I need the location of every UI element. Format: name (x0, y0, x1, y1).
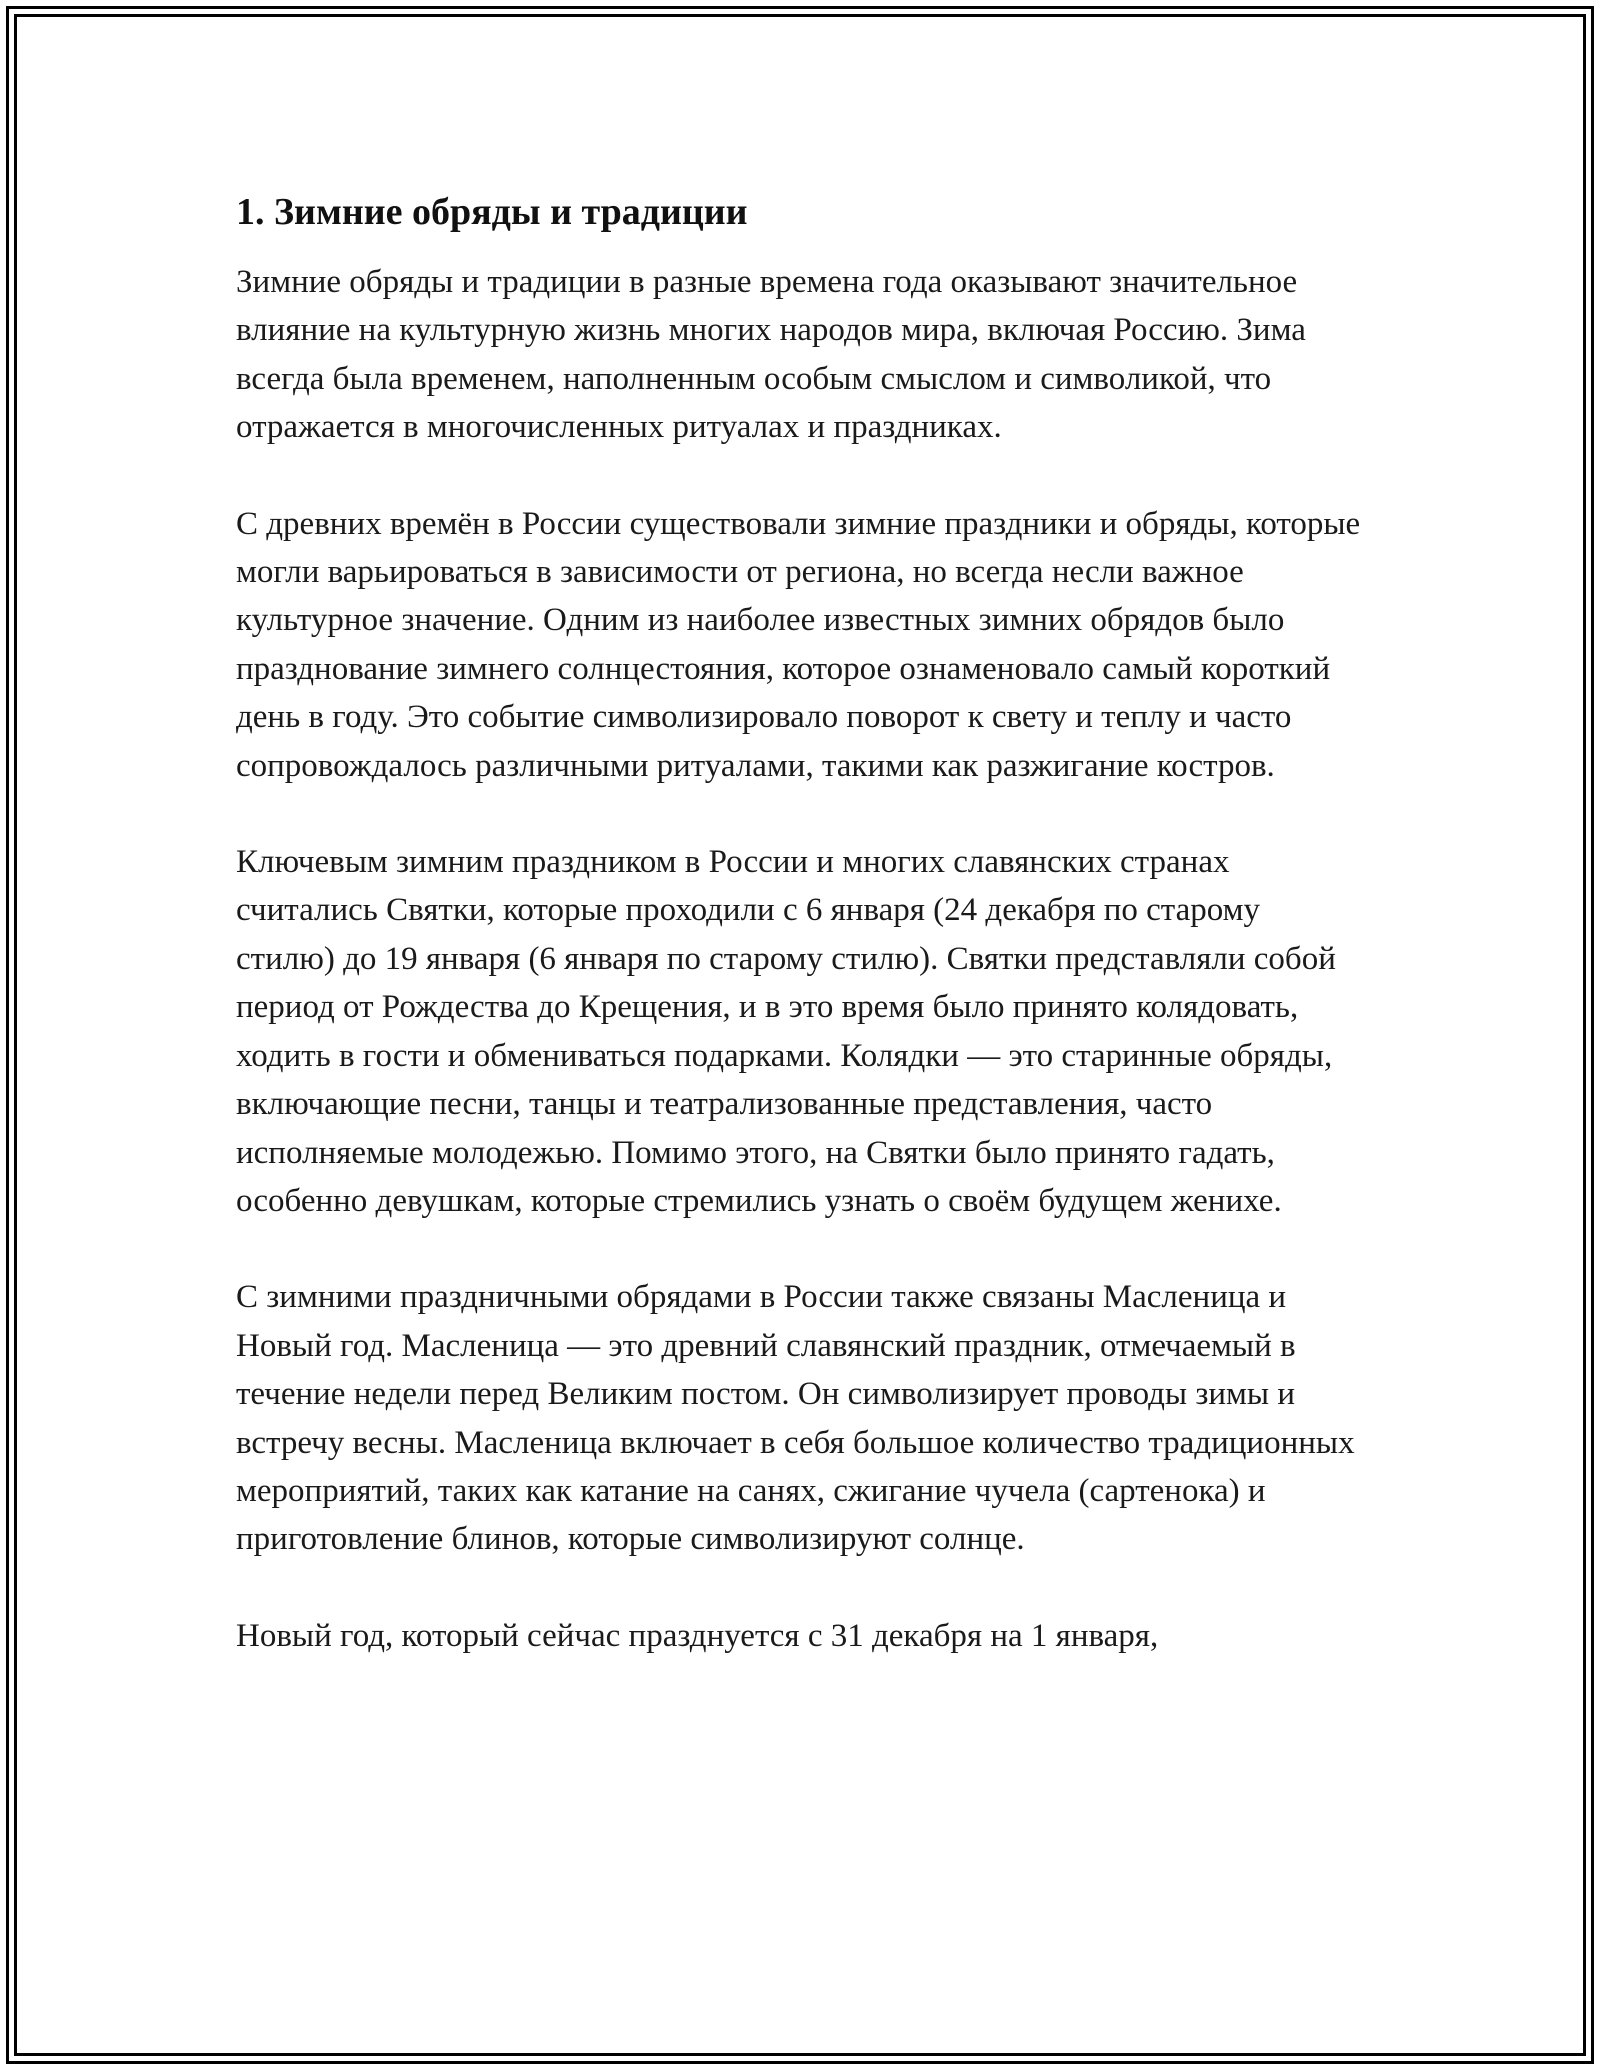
document-body (236, 186, 1366, 1708)
paragraph-new-year: Новый год, который сейчас празднуется с 31 декабря на 1 января, (236, 1617, 1159, 1654)
paragraph-maslenitsa: С зимними праздничными обрядами в России также связаны Масленица и Новый год. Масленица — это древний славянский праздник, отмечаемый в течение недели перед Великим постом. Он символизирует проводы зимы и встречу весны. Масленица включает в себя большое количество традиционных мероприятий, таких как катание на санях, сжигание чучела (сартенока) и приготовление блинов, которые символизируют солнце. (236, 1279, 1355, 1558)
paragraph-ancient-times: С древних времён в России существовали зимние праздники и обряды, которые могли варьироваться в зависимости от региона, но всегда несли важное культурное значение. Одним из наиболее известных зимних обрядов было празднование зимнего солнцестояния, которое ознаменовало самый короткий день в году. Это событие символизировало поворот к свету и теплу и часто сопровождалось различными ритуалами, такими как разжигание костров. (236, 505, 1361, 784)
paragraph-intro: Зимние обряды и традиции в разные времена года оказывают значительное влияние на культурную жизнь многих народов мира, включая Россию. Зима всегда была временем, наполненным особым смыслом и символикой, что отражается в многочисленных ритуалах и праздниках. (236, 264, 1306, 446)
section-heading: 1. Зимние обряды и традиции (236, 191, 748, 233)
paragraph-svyatki: Ключевым зимним праздником в России и многих славянских странах считались Святки, которые проходили с 6 января (24 декабря по старому стилю) до 19 января (6 января по старому стилю). Святки представляли собой период от Рождества до Крещения, и в это время было принято колядовать, ходить в гости и обмениваться подарками. Колядки — это старинные обряды, включающие песни, танцы и театрализованные представления, часто исполняемые молодежью. Помимо этого, на Святки было принято гадать, особенно девушкам, которые стремились узнать о своём будущем женихе. (236, 844, 1336, 1219)
